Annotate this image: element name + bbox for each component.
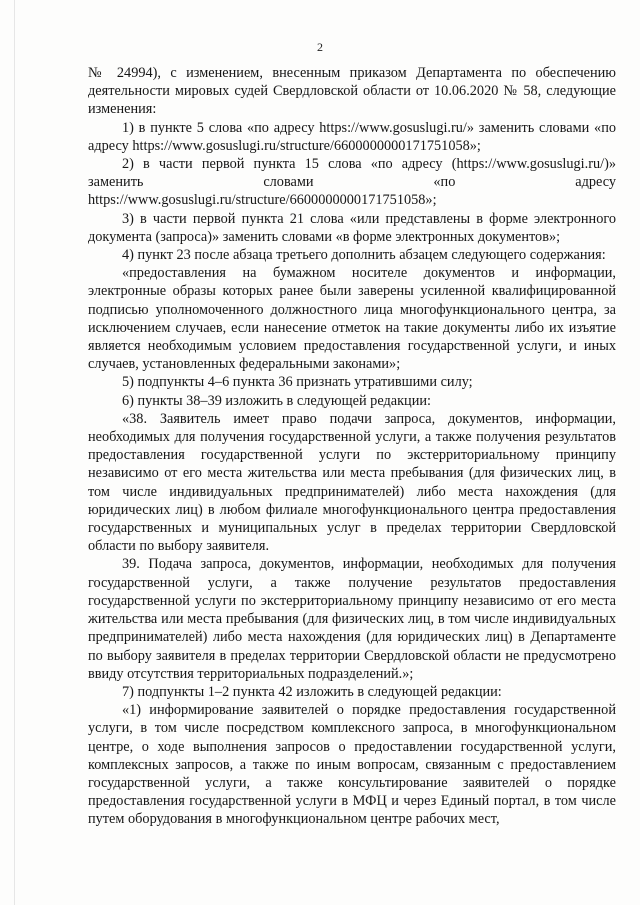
document-body [88, 64, 616, 829]
paragraph: «1) информирование заявителей о порядке предоставления государственной услуги, в том числе посредством комплексного запроса, в многофункциональном центре, о ходе выполнения запросов о предоставлении государственной услуги, комплексных запросов, а также по иным вопросам, связанным с предоставлением государственной услуги, а также консультирование заявителей о порядке предоставления государственной услуги в МФЦ и через Единый портал, в том числе путем оборудования в многофункциональном центре рабочих мест, [88, 702, 616, 828]
paragraph: 3) в части первой пункта 21 слова «или представлены в форме электронного документа (запроса)» заменить словами «в форме электронных документов»; [88, 210, 616, 245]
paragraph: 7) подпункты 1–2 пункта 42 изложить в следующей редакции: [122, 683, 502, 700]
paragraph: 5) подпункты 4–6 пункта 36 признать утратившими силу; [122, 374, 473, 391]
paragraph: 39. Подача запроса, документов, информации, необходимых для получения государственной услуги, а также получение результатов предоставления государственной услуги по экстерриториальному принципу независимо от его места жительства или места пребывания (для физических лиц, в том числе индивидуальных предпринимателей) либо места нахождения (для юридических лиц) в Департаменте по выбору заявителя в пределах территории Свердловской области не предусмотрено ввиду отсутствия территориальных подразделений.»; [88, 556, 616, 682]
paragraph: № 24994), с изменением, внесенным приказом Департамента по обеспечению деятельности мировых судей Свердловской области от 10.06.2020 № 58, следующие изменения: [88, 65, 616, 118]
paragraph: 6) пункты 38–39 изложить в следующей редакции: [122, 392, 431, 409]
scan-edge-line [14, 0, 15, 905]
paragraph: «38. Заявитель имеет право подачи запроса, документов, информации, необходимых для получения государственной услуги, а также получения результатов предоставления государственной услуги по экстерриториальному принципу независимо от его места жительства или места пребывания (для физических лиц, в том числе индивидуальных предпринимателей) либо места нахождения (для юридических лиц) в любом филиале многофункционального центра предоставления государственных и муниципальных услуг в пределах территории Свердловской области по выбору заявителя. [88, 410, 616, 555]
paragraph: 1) в пункте 5 слова «по адресу https://www.gosuslugi.ru/» заменить словами «по адресу https://www.gosuslugi.ru/structure/6600000000171751058»; [88, 119, 616, 154]
paragraph: «предоставления на бумажном носителе документов и информации, электронные образы которых ранее были заверены усиленной квалифицированной подписью уполномоченного должностного лица многофункционального центра, за исключением случаев, если нанесение отметок на такие документы либо их изъятие является необходимым условием предоставления государственной услуги, и иных случаев, установленных федеральными законами»; [88, 265, 616, 373]
page-number: 2 [317, 40, 323, 54]
paragraph: 2) в части первой пункта 15 слова «по адресу (https://www.gosuslugi.ru/)» заменить словами «по адресу https://www.gosuslugi.ru/structure/6600000000171751058»; [88, 156, 616, 209]
paragraph: 4) пункт 23 после абзаца третьего дополнить абзацем следующего содержания: [122, 247, 606, 264]
